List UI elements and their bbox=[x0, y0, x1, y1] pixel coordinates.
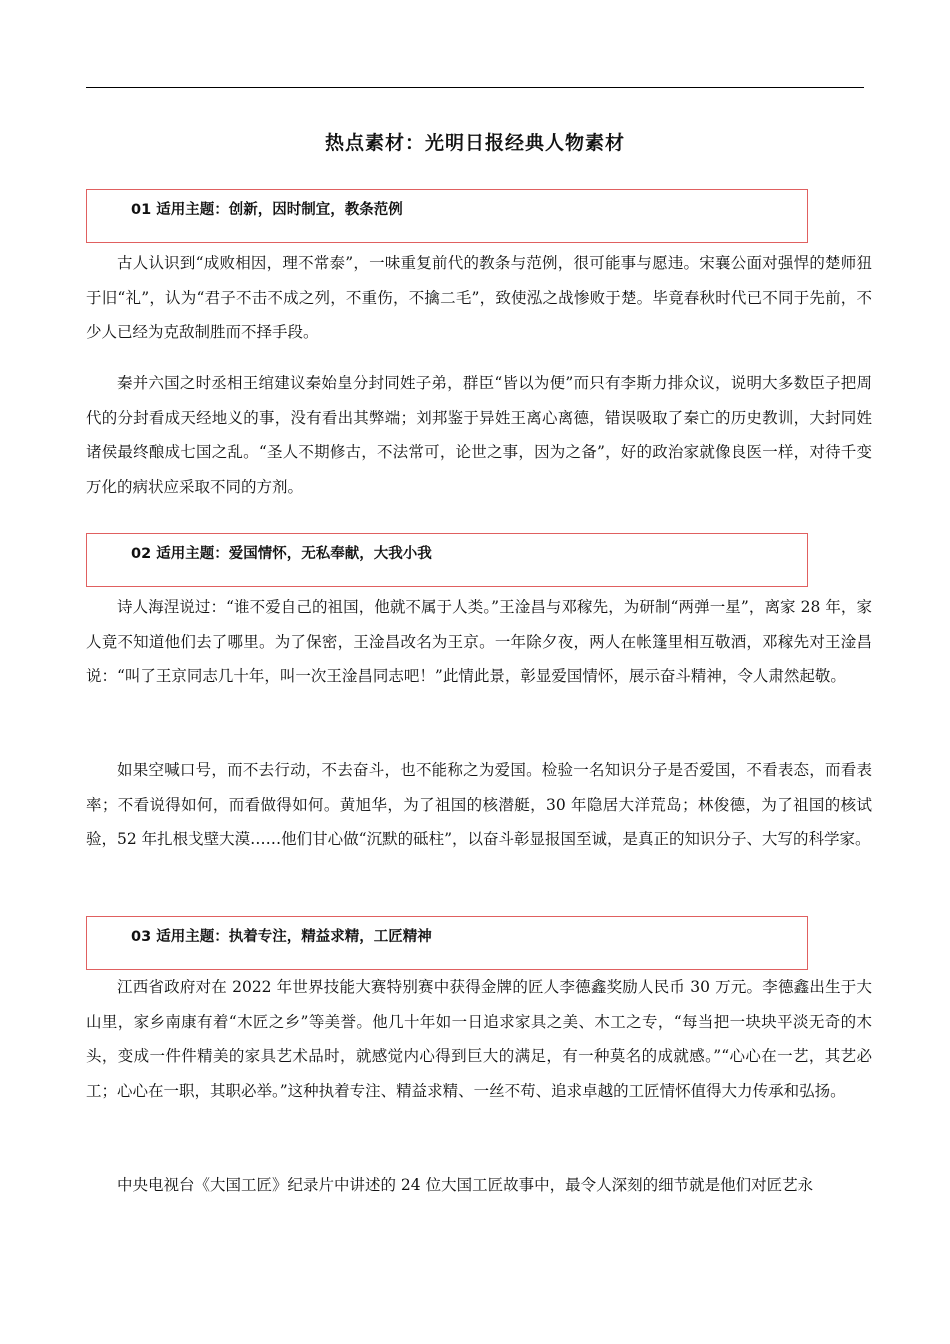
paragraph-01-2: 秦并六国之时丞相王绾建议秦始皇分封同姓子弟，群臣“皆以为便”而只有李斯力排众议，说明大多数臣子把周代的分封看成天经地义的事，没有看出其弊端；刘邦鉴于异姓王离心离德，错误吸取了秦亡的历史教训，大封同姓诸侯最终酿成七国之乱。“圣人不期修古，不法常可，论世之事，因为之备”，好的政治家就像良医一样，对待千变万化的病状应采取不同的方剂。 bbox=[86, 374, 872, 496]
paragraph-03-2: 中央电视台《大国工匠》纪录片中讲述的 24 位大国工匠故事中，最令人深刻的细节就是他们对匠艺永 bbox=[117, 1176, 814, 1194]
theme-box-01 bbox=[86, 189, 808, 243]
header-rule bbox=[86, 87, 864, 88]
theme-label-01: 01 适用主题：创新，因时制宜，教条范例 bbox=[131, 202, 403, 218]
paragraph-02-1: 诗人海涅说过：“谁不爱自己的祖国，他就不属于人类。”王淦昌与邓稼先，为研制“两弹一星”，离家 28 年，家人竟不知道他们去了哪里。为了保密，王淦昌改名为王京。一年除夕夜，两人在帐篷里相互敬酒，邓稼先对王淦昌说：“叫了王京同志几十年，叫一次王淦昌同志吧！”此情此景，彰显爱国情怀，展示奋斗精神，令人肃然起敬。 bbox=[86, 598, 872, 685]
paragraph-02-2: 如果空喊口号，而不去行动，不去奋斗，也不能称之为爱国。检验一名知识分子是否爱国，不看表态，而看表率；不看说得如何，而看做得如何。黄旭华，为了祖国的核潜艇，30 年隐居大洋荒岛；林俊德，为了祖国的核试验，52 年扎根戈壁大漠……他们甘心做“沉默的砥柱”，以奋斗彰显报国至诚，是真正的知识分子、大写的科学家。 bbox=[86, 761, 872, 848]
paragraph-01-1: 古人认识到“成败相因，理不常泰”，一味重复前代的教条与范例，很可能事与愿违。宋襄公面对强悍的楚师狃于旧“礼”，认为“君子不击不成之列，不重伤，不擒二毛”，致使泓之战惨败于楚。毕竟春秋时代已不同于先前，不少人已经为克敌制胜而不择手段。 bbox=[86, 254, 872, 341]
document-title: 热点素材：光明日报经典人物素材 bbox=[324, 132, 625, 154]
theme-label-02: 02 适用主题：爱国情怀，无私奉献，大我小我 bbox=[131, 546, 432, 562]
theme-label-03: 03 适用主题：执着专注，精益求精，工匠精神 bbox=[131, 929, 432, 945]
theme-box-03 bbox=[86, 916, 808, 970]
paragraph-03-1: 江西省政府对在 2022 年世界技能大赛特别赛中获得金牌的匠人李德鑫奖励人民币 30 万元。李德鑫出生于大山里，家乡南康有着“木匠之乡”等美誉。他几十年如一日追求家具之美、木工之专，“每当把一块块平淡无奇的木头，变成一件件精美的家具艺术品时，就感觉内心得到巨大的满足，有一种莫名的成就感。”“心心在一艺，其艺必工；心心在一职，其职必举。”这种执着专注、精益求精、一丝不苟、追求卓越的工匠情怀值得大力传承和弘扬。 bbox=[86, 978, 872, 1100]
theme-box-02 bbox=[86, 533, 808, 587]
